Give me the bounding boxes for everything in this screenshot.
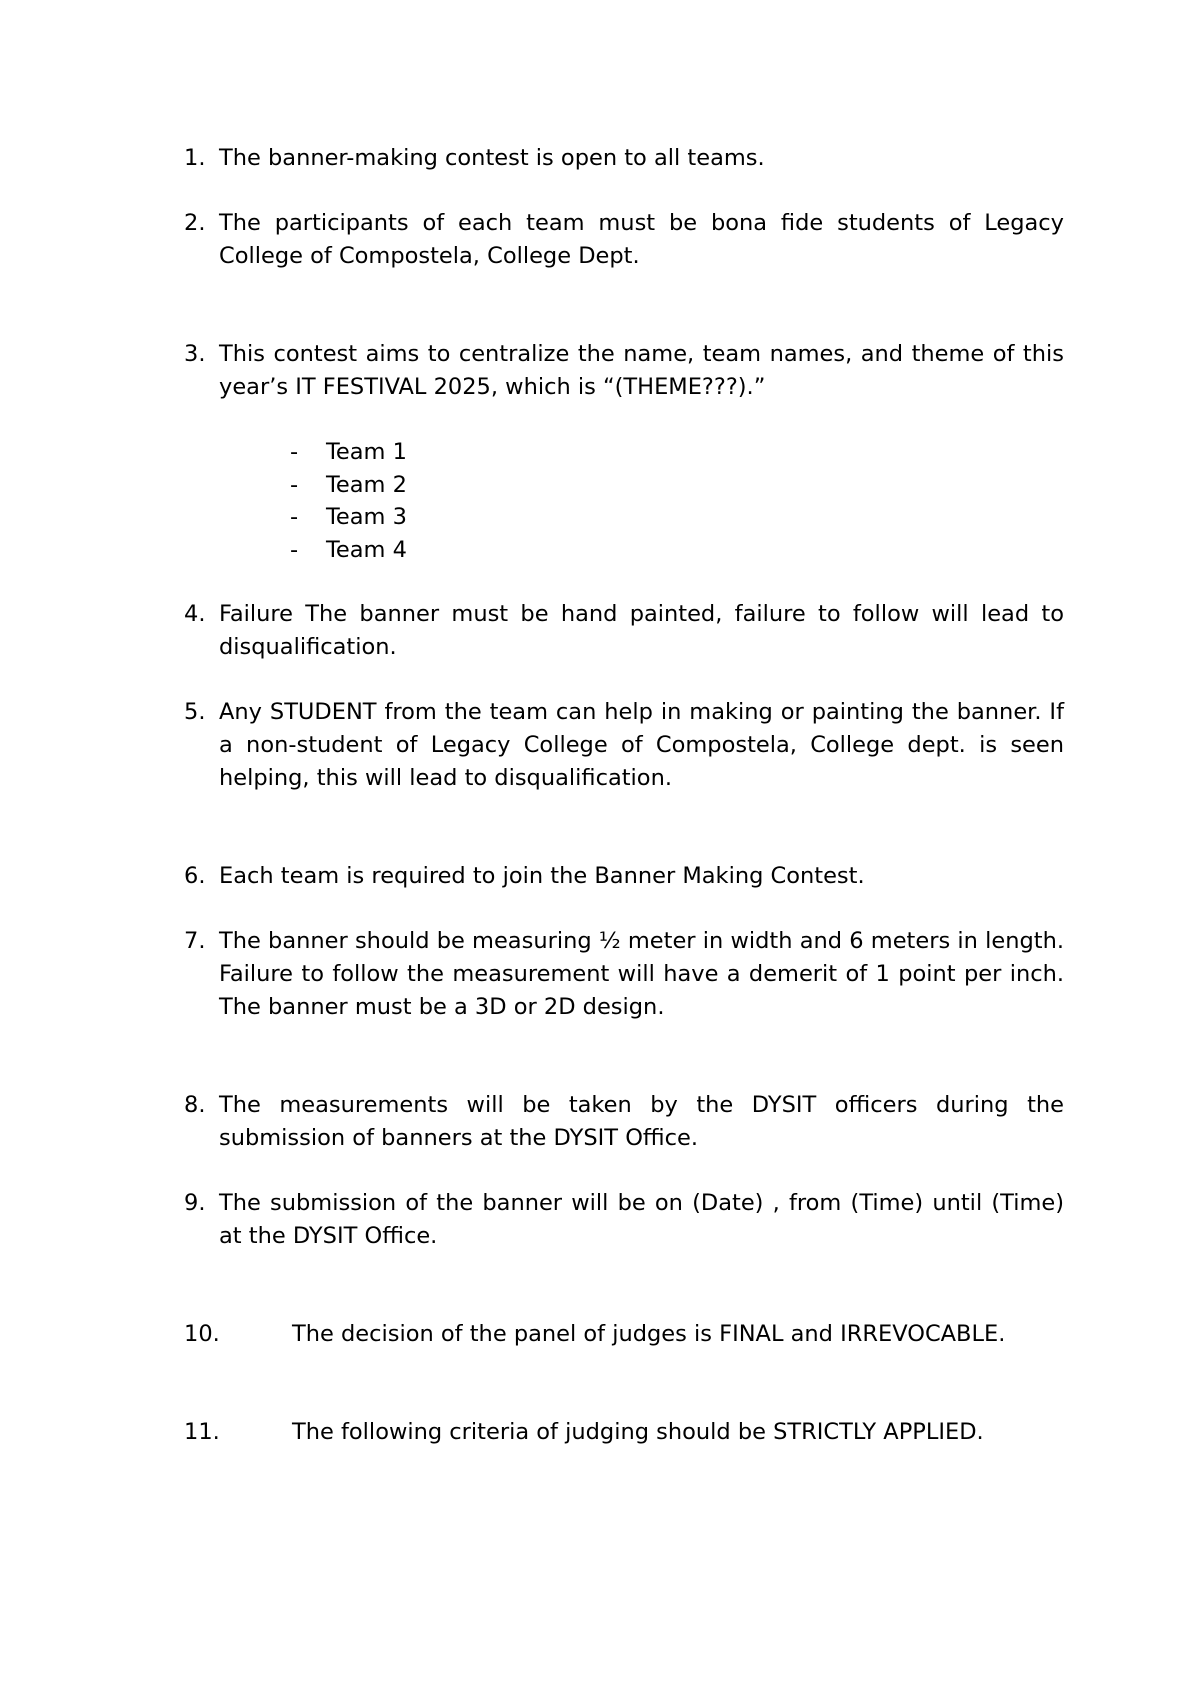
rule-number: 11. <box>184 1419 220 1445</box>
rule-text: The measurements will be taken by the DYSIT officers during the submission of banners at the DYSIT Office. <box>219 1092 1064 1151</box>
rule-item-2 <box>184 207 1064 273</box>
rule-number: 2. <box>184 210 206 236</box>
contest-rules-list <box>184 142 1064 1449</box>
rule-number: 9. <box>184 1190 206 1216</box>
rule-number: 5. <box>184 699 206 725</box>
rule-number: 4. <box>184 601 206 627</box>
rule-text: The participants of each team must be bona fide students of Legacy College of Compostela, College Dept. <box>219 210 1064 269</box>
rule-item-8 <box>184 1089 1064 1155</box>
rule-item-7 <box>184 925 1064 1024</box>
rule-text: The decision of the panel of judges is FINAL and IRREVOCABLE. <box>292 1321 1006 1347</box>
rule-item-3 <box>184 338 1064 566</box>
rule-text: The following criteria of judging should be STRICTLY APPLIED. <box>292 1419 984 1445</box>
team-list-item <box>254 501 1064 534</box>
rule-item-5 <box>184 696 1064 795</box>
rule-item-11 <box>184 1416 1064 1449</box>
rule-number: 6. <box>184 863 206 889</box>
rule-item-6 <box>184 860 1064 893</box>
rule-text: The submission of the banner will be on (Date) , from (Time) until (Time) at the DYSIT Office. <box>219 1190 1064 1249</box>
rule-text: The banner-making contest is open to all teams. <box>219 145 765 171</box>
team-list-item <box>254 436 1064 469</box>
rule-text: This contest aims to centralize the name, team names, and theme of this year’s IT FESTIVAL 2025, which is “(THEME???).” <box>219 341 1064 400</box>
rule-text: The banner should be measuring ½ meter in width and 6 meters in length. Failure to follow the measurement will have a demerit of 1 point per inch. The banner must be a 3D or 2D design. <box>219 928 1064 1020</box>
team-name: Team 1 <box>326 439 407 465</box>
team-list <box>219 436 1064 566</box>
rule-text: Each team is required to join the Banner Making Contest. <box>219 863 865 889</box>
rule-text: Failure The banner must be hand painted, failure to follow will lead to disqualification. <box>219 601 1064 660</box>
rule-number: 10. <box>184 1321 220 1347</box>
rule-text: Any STUDENT from the team can help in making or painting the banner. If a non-student of Legacy College of Compostela, College dept. is seen helping, this will lead to disqualification. <box>219 699 1064 791</box>
team-list-item <box>254 534 1064 567</box>
rule-item-9 <box>184 1187 1064 1253</box>
rule-number: 8. <box>184 1092 206 1118</box>
dash-bullet: - <box>290 471 299 498</box>
rule-item-10 <box>184 1318 1064 1351</box>
dash-bullet: - <box>290 439 299 465</box>
team-name: Team 4 <box>326 536 407 563</box>
team-name: Team 3 <box>326 504 407 530</box>
rule-item-4 <box>184 598 1064 664</box>
team-name: Team 2 <box>326 471 407 498</box>
rule-number: 7. <box>184 928 206 954</box>
team-list-item <box>254 469 1064 502</box>
rule-number: 3. <box>184 341 206 367</box>
rule-number: 1. <box>184 145 206 171</box>
dash-bullet: - <box>290 504 299 530</box>
dash-bullet: - <box>290 536 299 563</box>
rule-item-1 <box>184 142 1064 175</box>
